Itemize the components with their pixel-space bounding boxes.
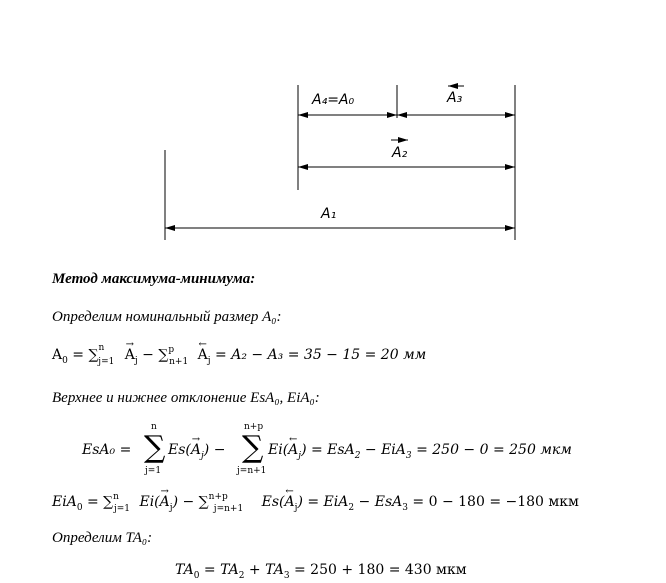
- label-a3: A₃: [447, 90, 463, 106]
- nominal-heading: Определим номинальный размер A₀:: [52, 309, 282, 325]
- es-sum1-bottom: j=1: [145, 466, 162, 476]
- method-title: Метод максимума-минимума:: [52, 271, 256, 287]
- es-sum2-bottom: j=n+1: [237, 466, 267, 476]
- tolerance-heading: Определим TA₀:: [52, 530, 153, 546]
- nominal-result: = A₂ − A₃ = 35 − 15 = 20 мм: [215, 347, 427, 363]
- tolerance-formula: $TA_0 = TA_2 + TA_3 = 250 + 180 = 430$ мкм: [175, 562, 467, 581]
- es-lhs: EsA₀ =: [82, 442, 132, 458]
- deviation-heading: Верхнее и нижнее отклонение EsA₀, EiA₀:: [52, 390, 320, 406]
- label-a1: A₁: [321, 206, 337, 222]
- nominal-formula: $A_0 = \sum n_{j=1}$ A → $_j$ − ∑$^p_{n+1}$ A ← $_j$ = A₂ − A₃ = 35 − 15 = 20 мм: [52, 339, 427, 367]
- es-term2: Ei(A ← $_j$) = EsA$_2$ − EiA$_3$ = 250 − 0 = 250 мкм: [268, 434, 572, 461]
- label-a2: A₂: [392, 145, 408, 161]
- es-sum1-sign: ∑: [144, 430, 166, 465]
- es-formula: [82, 420, 622, 482]
- label-a4-equals-a0: A₄=A₀: [312, 92, 355, 108]
- es-sum2-top: n+p: [244, 422, 264, 432]
- es-term1: Es(A → $_j$) −: [168, 434, 226, 461]
- es-sum2-sign: ∑: [242, 430, 264, 465]
- ei-formula: EiA$_0$ = ∑$^n_{j=1}$ Ei(A → $_j$) − ∑$^{n+p}_{j=n+1}$ Es(A ← $_j$) = EiA$_2$ − EsA$_3$ = 0 − 180 = −180 мкм: [52, 486, 579, 514]
- es-sum1-top: n: [151, 422, 157, 432]
